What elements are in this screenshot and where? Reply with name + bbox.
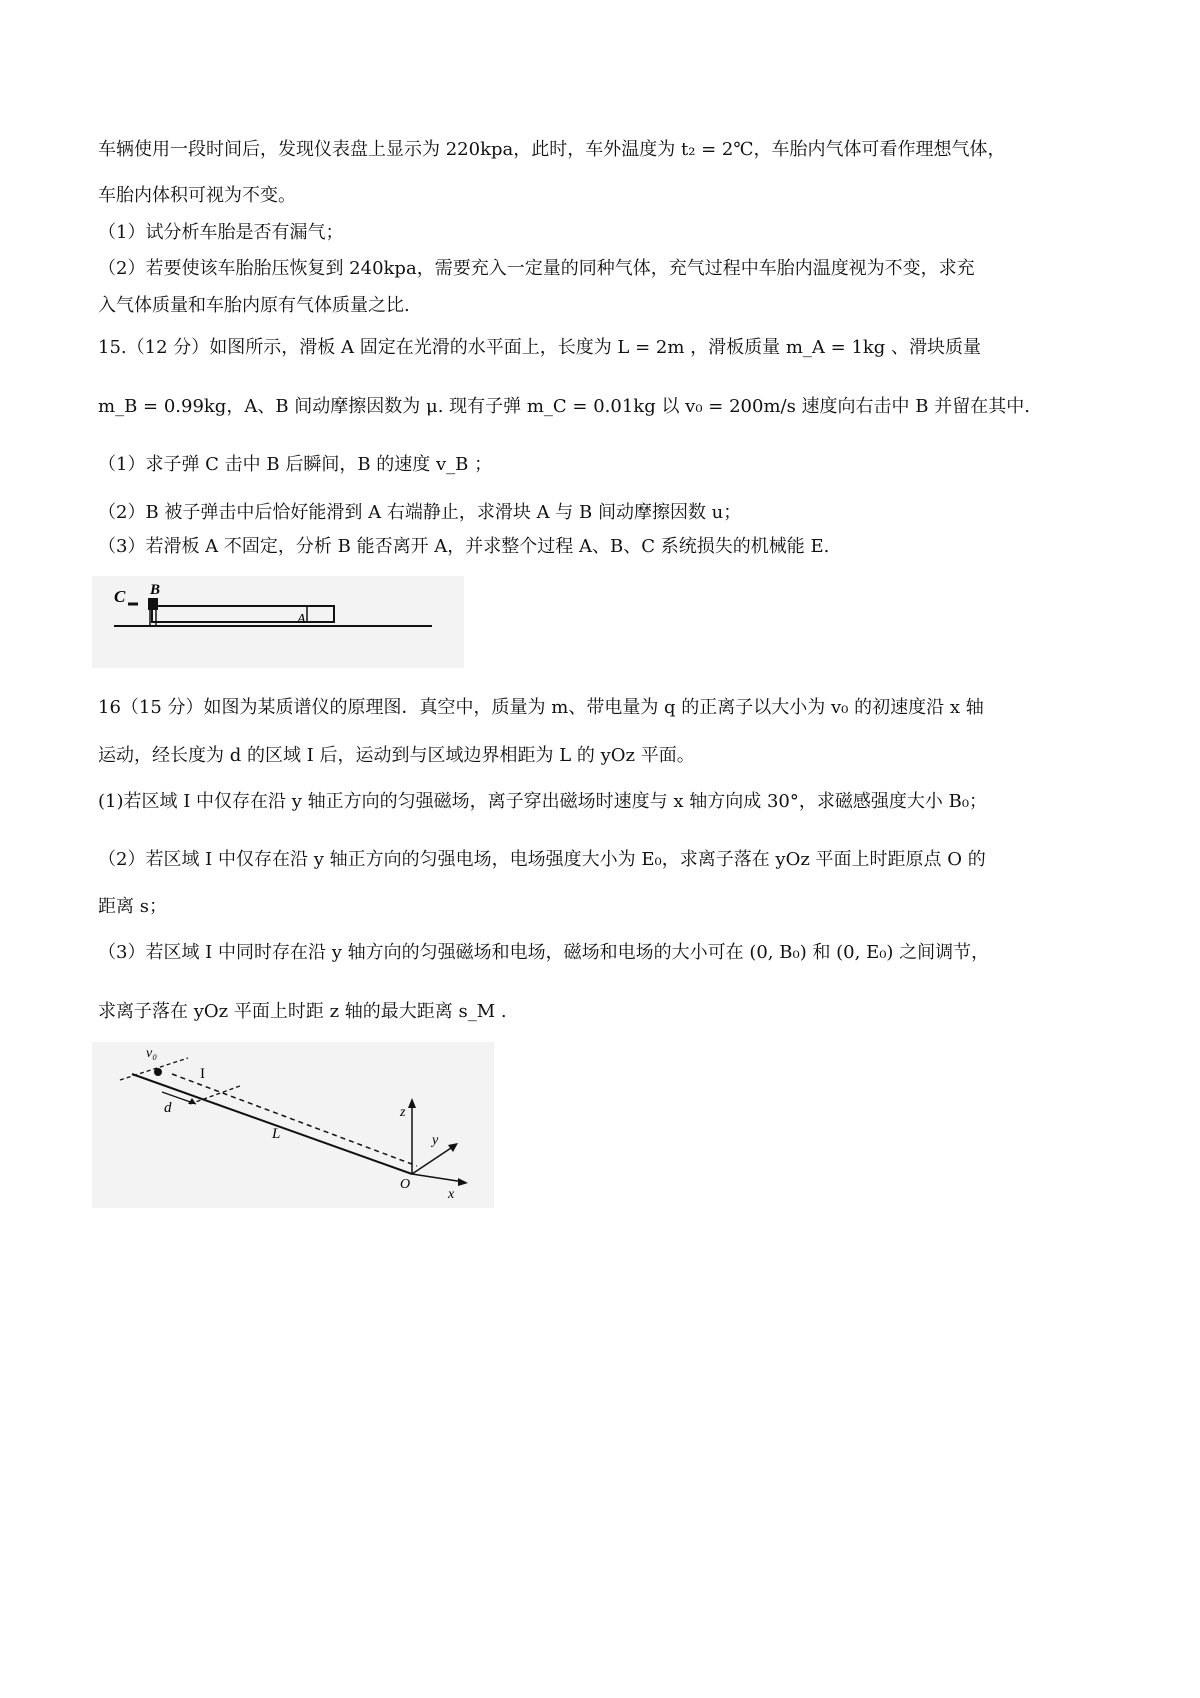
block-b bbox=[148, 598, 158, 610]
label-x: x bbox=[448, 1187, 455, 1202]
x-axis bbox=[412, 1174, 464, 1182]
label-l: L bbox=[272, 1126, 281, 1142]
q16-part2-b: 距离 s； bbox=[98, 896, 167, 917]
label-b: B bbox=[150, 582, 161, 598]
region-boundary-right bbox=[190, 1086, 240, 1104]
label-region: I bbox=[200, 1066, 205, 1082]
q16-figure bbox=[92, 1042, 494, 1208]
label-v0: v₀ bbox=[146, 1046, 158, 1061]
ion-trajectory bbox=[132, 1074, 412, 1174]
q16-part3-a: （3）若区域 I 中同时存在沿 y 轴方向的匀强磁场和电场，磁场和电场的大小可在 (0, B₀) 和 (0, E₀) 之间调节， bbox=[98, 942, 990, 963]
q16-line2: 运动，经长度为 d 的区域 I 后，运动到与区域边界相距为 L 的 yOz 平面。 bbox=[98, 745, 695, 766]
q15-part3: （3）若滑板 A 不固定，分析 B 能否离开 A，并求整个过程 A、B、C 系统损失的机械能 E. bbox=[98, 536, 830, 557]
sliding-board-diagram bbox=[92, 576, 464, 668]
q14-part2-b: 入气体质量和车胎内原有气体质量之比. bbox=[98, 295, 410, 316]
y-axis bbox=[412, 1146, 454, 1174]
label-d: d bbox=[164, 1100, 172, 1116]
q14-part1: （1）试分析车胎是否有漏气； bbox=[98, 222, 344, 243]
region-boundary-left bbox=[120, 1058, 188, 1080]
ion-dot bbox=[154, 1068, 162, 1076]
q16-line1: 16（15 分）如图为某质谱仪的原理图．真空中，质量为 m、带电量为 q 的正离子以大小为 v₀ 的初速度沿 x 轴 bbox=[98, 697, 984, 718]
q15-figure bbox=[92, 576, 464, 668]
label-y: y bbox=[432, 1133, 439, 1148]
q16-part2-a: （2）若区域 I 中仅存在沿 y 轴正方向的匀强电场，电场强度大小为 E₀，求离子落在 yOz 平面上时距原点 O 的 bbox=[98, 849, 986, 870]
label-o: O bbox=[400, 1177, 411, 1192]
q15-line2: m_B = 0.99kg，A、B 间动摩擦因数为 μ. 现有子弹 m_C = 0.01kg 以 v₀ = 200m/s 速度向右击中 B 并留在其中. bbox=[98, 396, 1030, 417]
mass-spectrometer-diagram bbox=[92, 1042, 494, 1208]
q14-line1: 车辆使用一段时间后，发现仪表盘上显示为 220kpa，此时，车外温度为 t₂ = 2℃，车胎内气体可看作理想气体， bbox=[98, 139, 1006, 160]
q14-part2-a: （2）若要使该车胎胎压恢复到 240kpa，需要充入一定量的同种气体，充气过程中车胎内温度视为不变，求充 bbox=[98, 258, 975, 279]
label-a: A bbox=[297, 612, 306, 627]
label-c: C bbox=[114, 587, 126, 606]
label-z: z bbox=[400, 1105, 406, 1120]
q15-part2: （2）B 被子弹击中后恰好能滑到 A 右端静止，求滑块 A 与 B 间动摩擦因数 u； bbox=[98, 502, 742, 523]
q16-part1: (1)若区域 I 中仅存在沿 y 轴正方向的匀强磁场，离子穿出磁场时速度与 x 轴方向成 30°，求磁感强度大小 B₀； bbox=[98, 791, 988, 812]
q15-line1: 15.（12 分）如图所示，滑板 A 固定在光滑的水平面上，长度为 L = 2m ，滑板质量 m_A = 1kg 、滑块质量 bbox=[98, 337, 982, 358]
q14-line2: 车胎内体积可视为不变。 bbox=[98, 185, 296, 206]
q16-part3-b: 求离子落在 yOz 平面上时距 z 轴的最大距离 s_M . bbox=[98, 1001, 507, 1022]
q15-part1: （1）求子弹 C 击中 B 后瞬间，B 的速度 v_B ； bbox=[98, 454, 493, 475]
